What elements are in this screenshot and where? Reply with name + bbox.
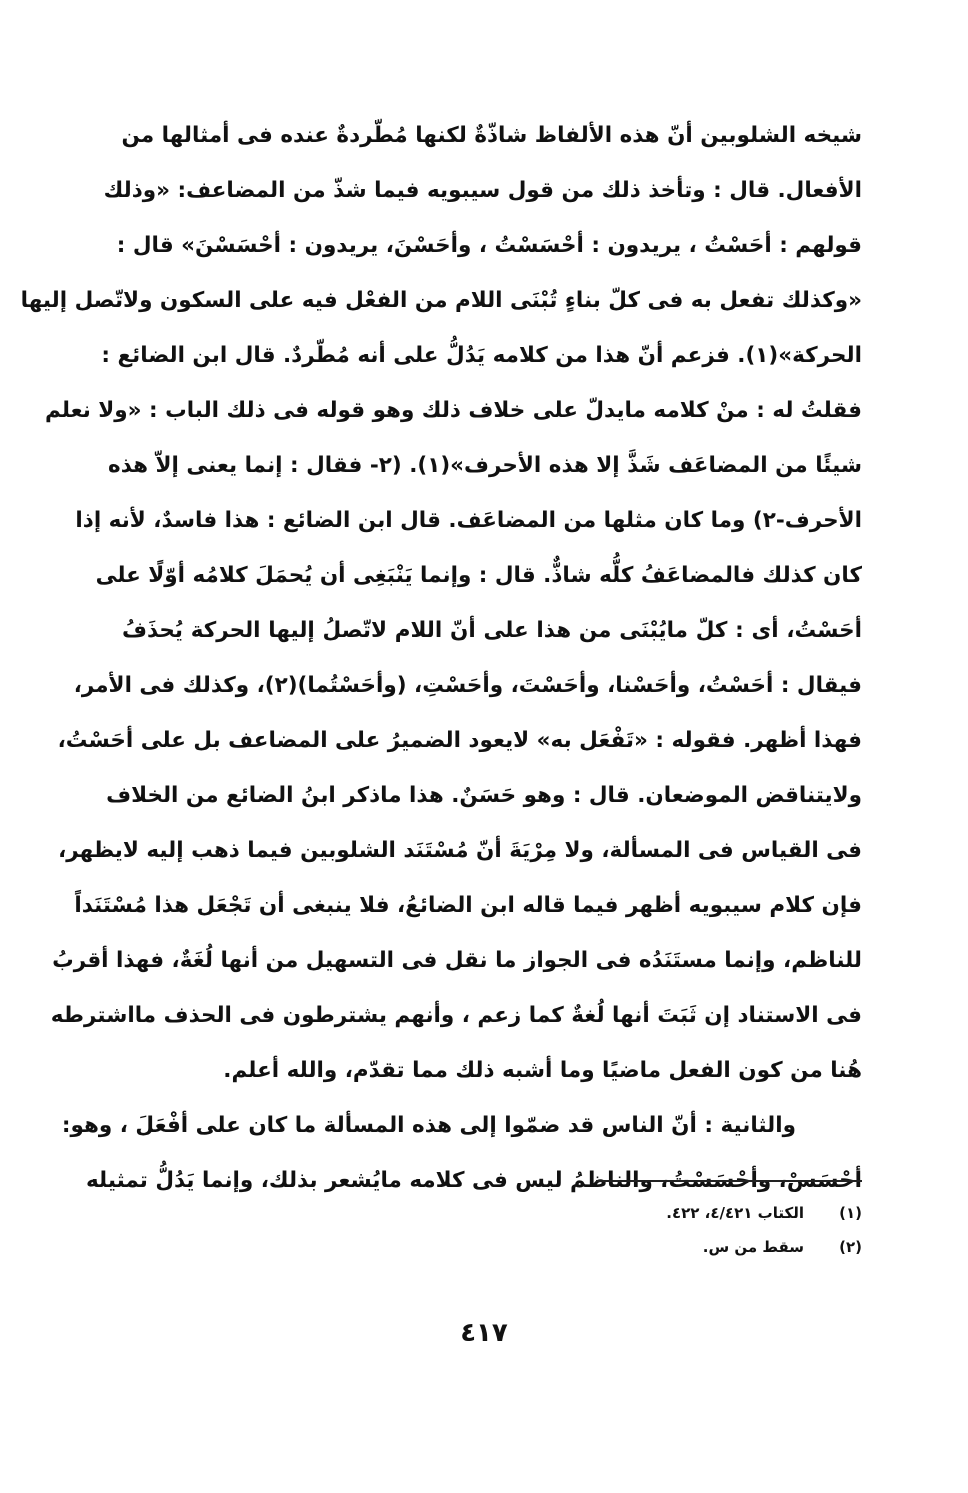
- text-line: فإن كلام سيبويه أظهر فيما قاله ابن الضائعُ، فلا ينبغى أن تَجْعَل هذا مُسْتَنَداً: [74, 893, 862, 918]
- text-line: فهذا أظهر. فقوله : «تَفْعَل به» لايعود الضميرُ على المضاعف بل على أحَسْتُ،: [57, 728, 862, 753]
- text-line: فى الاستناد إن ثَبَتَ أنها لُغةٌ كما زعم ، وأنهم يشترطون فى الحذف مااشترطه: [50, 1003, 862, 1028]
- footnote: [560, 1196, 862, 1230]
- text-line: فقلتُ له : منْ كلامه مايدلّ على خلاف ذلك وهو قوله فى ذلك الباب : «ولا نعلم: [44, 398, 862, 423]
- text-line: قولهم : أحَسْتُ ، يريدون : أحْسَسْتُ ، وأحَسْنَ، يريدون : أحْسَسْنَ» قال :: [116, 233, 862, 258]
- text-line: أحَسْتُ، أى : كلّ مايُبْنَى من هذا على أنّ اللام لاتّصلُ إليها الحركة يُحذَفُ: [122, 618, 862, 643]
- text-line: هُنا من كون الفعل ماضيًا وما أشبه ذلك مما تقدّم، والله أعلم.: [223, 1058, 862, 1083]
- footnote-number: (١): [839, 1204, 862, 1222]
- text-line: والثانية : أنّ الناس قد ضمّوا إلى هذه المسألة ما كان على أفْعَلَ ، وهو:: [61, 1113, 796, 1138]
- text-line: فيقال : أحَسْتُ، وأحَسْنا، وأحَسْتَ، وأحَسْتِ، (وأحَسْتُما)(٢)، وكذلك فى الأمر،: [73, 673, 862, 698]
- body-text: [20, 108, 862, 1208]
- text-line: ولايتناقض الموضعان. قال : وهو حَسَنٌ. هذا ماذكر ابنُ الضائع من الخلاف: [106, 783, 862, 808]
- footnote-text: الكتاب ٤/٤٢١، ٤٢٢.: [666, 1204, 804, 1222]
- text-line: كان كذلك فالمضاعَفُ كلُّه شاذٌّ. قال : وإنما يَنْبَغِى أن يُحمَلَ كلامُه أوّلًا على: [95, 563, 862, 588]
- footnote-text: سقط من س.: [702, 1238, 804, 1256]
- text-line: الأحرف-٢) وما كان مثلها من المضاعَف. قال ابن الضائع : هذا فاسدٌ، لأنه إذا: [75, 508, 862, 533]
- text-line: للناظم، وإنما مستَنَدُه فى الجواز ما نقل فى التسهيل من أنها لُغَةٌ، فهذا أقربُ: [52, 948, 862, 973]
- text-line: الأفعال. قال : وتأخذ ذلك من قول سيبويه فيما شذّ من المضاعف: «وذلك: [103, 178, 862, 203]
- footnote-number: (٢): [839, 1238, 862, 1256]
- text-line: شيئًا من المضاعَف شَذَّ إلا هذه الأحرف»(١). (٢- فقال : إنما يعنى إلاّ هذه: [108, 453, 862, 478]
- footnote: [560, 1230, 862, 1264]
- footnotes: [560, 1196, 862, 1264]
- text-line: شيخه الشلوبين أنّ هذه الألفاظ شاذّةٌ لكنها مُطّردةٌ عنده فى أمثالها من: [121, 123, 862, 148]
- footnote-divider: [596, 1180, 862, 1182]
- text-line: أحْسَسْ، وأحْسَسْتُ، والناظمُ ليس فى كلامه مايُشعر بذلك، وإنما يَدُلُّ تمثيله: [86, 1168, 862, 1193]
- text-line: الحركة»(١). فزعم أنّ هذا من كلامه يَدُلُّ على أنه مُطّردٌ. قال ابن الضائع :: [101, 343, 862, 368]
- page-number: ٤١٧: [460, 1318, 508, 1348]
- text-line: فى القياس فى المسألة، ولا مِرْيَةَ أنّ مُسْتَنَد الشلوبين فيما ذهب إليه لايظهر،: [58, 838, 862, 863]
- text-line: «وكذلك تفعل به فى كلّ بناءٍ تُبْنَى اللام من الفعْل فيه على السكون ولاتّصل إليها: [20, 288, 862, 313]
